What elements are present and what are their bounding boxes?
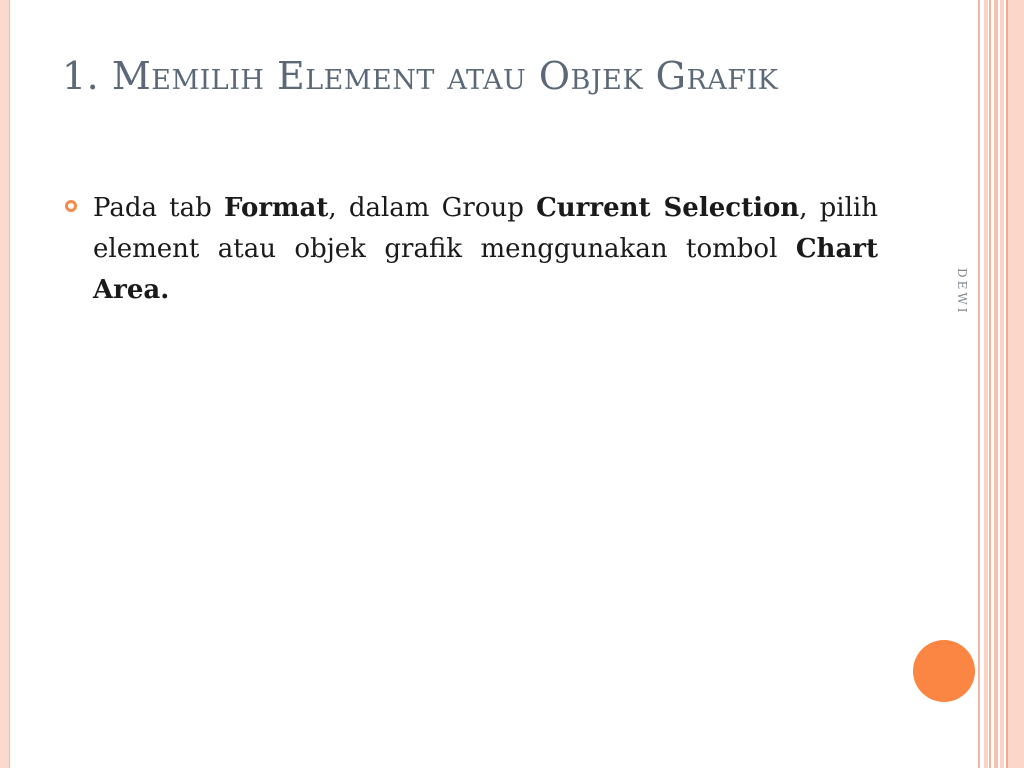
bullet-text-part: Pada tab: [93, 193, 224, 223]
right-stripe: [984, 0, 988, 768]
slide-title: 1. Memilih Element atau Objek Grafik: [62, 54, 779, 98]
bullet-bold-chart-area: Chart Area.: [93, 234, 878, 305]
right-stripe: [994, 0, 998, 768]
left-border-decoration: [0, 0, 10, 768]
bullet-bold-format: Format: [223, 193, 329, 223]
right-stripe: [1006, 0, 1024, 768]
bullet-bold-current-selection: Current Selection: [536, 193, 800, 223]
bullet-circle-icon: [65, 200, 77, 212]
side-author-label: DEWI: [955, 268, 969, 316]
bullet-text-part: , pilih element atau objek grafik menggunakan tombol: [93, 193, 878, 264]
right-stripe: [978, 0, 980, 768]
bullet-item: [62, 188, 878, 311]
right-stripe: [1000, 0, 1004, 768]
bullet-text: [93, 188, 878, 311]
orange-circle-icon: [913, 640, 975, 702]
right-stripe: [989, 0, 991, 768]
bullet-text-part: , dalam Group: [328, 193, 537, 223]
